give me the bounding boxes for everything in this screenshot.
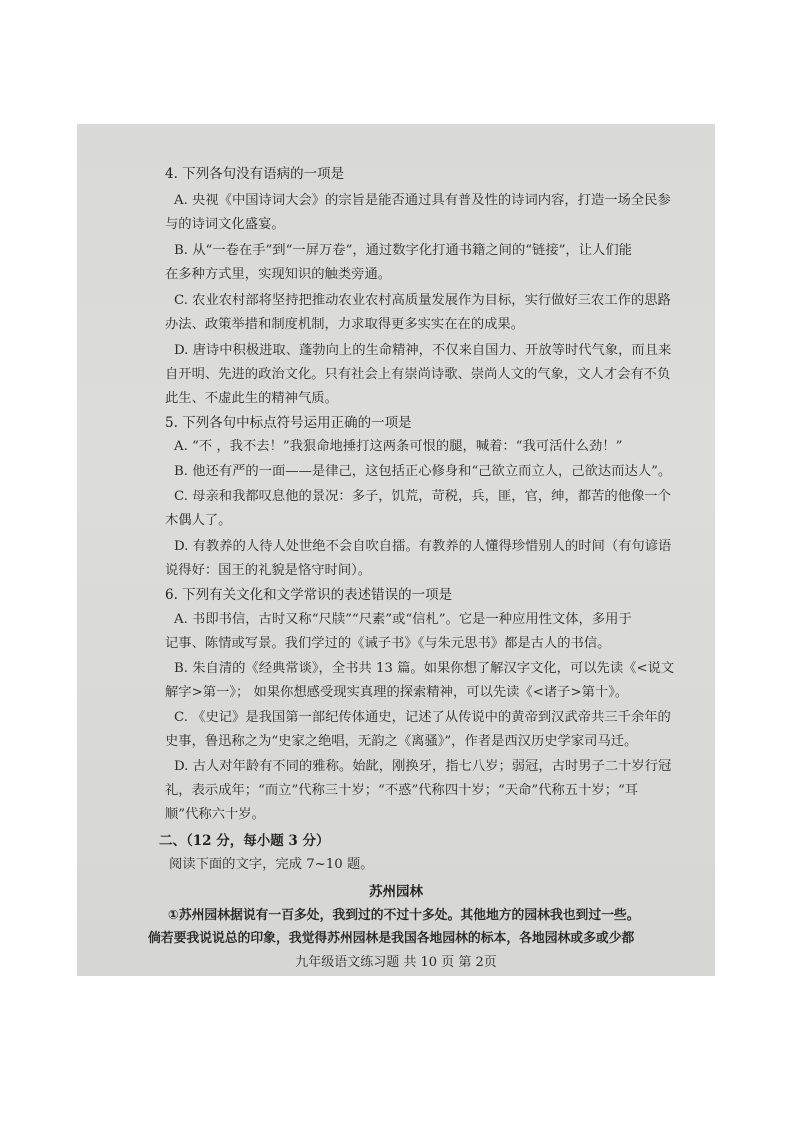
q6-option-b-line2: 解字>第一》； 如果你想感受现实真理的探索精神，可以先读《<诸子>第十》。 [165, 685, 629, 700]
passage-title: 苏州园林 [369, 884, 423, 900]
q4-option-d-line1: D. 唐诗中积极进取、蓬勃向上的生命精神，不仅来自国力、开放等时代气象，而且来 [174, 343, 672, 358]
q6-option-d-line3: 顺”代称六十岁。 [165, 807, 265, 822]
q4-option-c-line1: C. 农业农村部将坚持把推动农业农村高质量发展作为目标，实行做好三农工作的思路 [174, 293, 671, 308]
section-2-heading: 二、（12 分，每小题 3 分） [159, 833, 330, 849]
q5-option-a: A. “不 ，我不去！”我狠命地捶打这两条可恨的腿，喊着：“我可活什么劲！” [174, 439, 623, 454]
q6-option-d-line1: D. 古人对年龄有不同的雅称。始龀，刚换牙，指七八岁；弱冠，古时男子二十岁行冠 [174, 759, 672, 774]
q4-option-a-line1: A. 央视《中国诗词大会》的宗旨是能否通过具有普及性的诗词内容，打造一场全民参 [174, 193, 671, 208]
q5-option-b: B. 他还有严的一面——是律己，这包括正心修身和“己欲立而立人，己欲达而达人”。 [174, 464, 672, 479]
q5-option-d-line1: D. 有教养的人待人处世绝不会自吹自擂。有教养的人懂得珍惜别人的时间（有句谚语 [174, 539, 672, 554]
photographed-exam-page [77, 124, 715, 976]
q5-option-c-line1: C. 母亲和我都叹息他的景况：多子，饥荒，苛税，兵，匪，官，绅，都苦的他像一个 [174, 489, 671, 504]
q4-option-c-line2: 办法、政策举措和制度机制，力求取得更多实实在在的成果。 [165, 317, 525, 332]
q6-option-a-line2: 记事、陈情或写景。我们学过的《诫子书》《与朱元思书》都是古人的书信。 [165, 636, 611, 651]
question-5-stem: 5. 下列各句中标点符号运用正确的一项是 [165, 415, 412, 431]
q5-option-c-line2: 木偶人了。 [165, 513, 232, 528]
q4-option-b-line1: B. 从“一卷在手”到“一屏万卷”，通过数字化打通书籍之间的“链接”，让人们能 [174, 243, 632, 258]
q6-option-d-line2: 礼，表示成年；“而立”代称三十岁；“不惑”代称四十岁；“天命”代称五十岁；“耳 [165, 783, 639, 798]
q4-option-d-line3: 此生、不虚此生的精神气质。 [165, 391, 338, 406]
q6-option-b-line1: B. 朱自清的《经典常谈》，全书共 13 篇。如果你想了解汉字文化，可以先读《<说文 [174, 661, 675, 676]
q4-option-b-line2: 在多种方式里，实现知识的触类旁通。 [165, 267, 392, 282]
passage-paragraph-1-line2: 倘若要我说说总的印象，我觉得苏州园林是我国各地园林的标本，各地园林或多或少都 [148, 931, 635, 946]
page-footer: 九年级语文练习题 共 10 页 第 2页 [295, 955, 497, 970]
q5-option-d-line2: 说得好：国王的礼貌是恪守时间）。 [165, 563, 372, 578]
section-2-instruction: 阅读下面的文字，完成 7~10 题。 [169, 857, 374, 872]
q4-option-a-line2: 与的诗词文化盛宴。 [165, 217, 285, 232]
question-4-stem: 4. 下列各句没有语病的一项是 [165, 166, 345, 182]
passage-paragraph-1-line1: ①苏州园林据说有一百多处，我到过的不过十多处。其他地方的园林我也到过一些。 [168, 908, 640, 923]
q6-option-c-line2: 史事，鲁迅称之为“史家之绝唱，无韵之《离骚》”，作者是西汉历史学家司马迁。 [165, 734, 638, 749]
q6-option-c-line1: C. 《史记》是我国第一部纪传体通史，记述了从传说中的黄帝到汉武帝共三千余年的 [174, 710, 671, 725]
exam-sheet [77, 124, 715, 976]
question-6-stem: 6. 下列有关文化和文学常识的表述错误的一项是 [165, 587, 453, 603]
q4-option-d-line2: 自开明、先进的政治文化。只有社会上有崇尚诗歌、崇尚人文的气象，文人才会有不负 [165, 367, 671, 382]
q6-option-a-line1: A. 书即书信，古时又称“尺牍”“尺素”或“信札”。它是一种应用性文体，多用于 [174, 612, 632, 627]
